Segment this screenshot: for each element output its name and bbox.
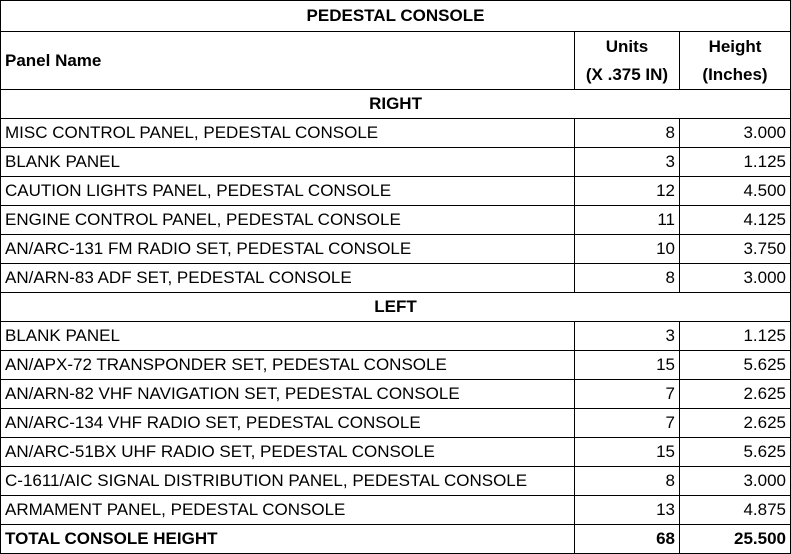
height-cell: 4.875 xyxy=(680,496,791,525)
units-cell: 3 xyxy=(575,322,680,351)
units-cell: 7 xyxy=(575,380,680,409)
total-units: 68 xyxy=(575,525,680,554)
section-label: LEFT xyxy=(1,293,791,322)
table-row xyxy=(1,177,791,206)
height-cell: 3.000 xyxy=(680,467,791,496)
units-cell: 7 xyxy=(575,409,680,438)
header-row xyxy=(1,32,791,90)
total-row xyxy=(1,525,791,554)
header-panel-name: Panel Name xyxy=(1,32,575,90)
table-row xyxy=(1,467,791,496)
table-row xyxy=(1,351,791,380)
panel-name-cell: ENGINE CONTROL PANEL, PEDESTAL CONSOLE xyxy=(1,206,575,235)
header-height xyxy=(680,32,791,90)
table-row xyxy=(1,409,791,438)
height-cell: 2.625 xyxy=(680,380,791,409)
height-cell: 3.000 xyxy=(680,264,791,293)
panel-name-cell: BLANK PANEL xyxy=(1,148,575,177)
section-row xyxy=(1,293,791,322)
header-units xyxy=(575,32,680,90)
total-label: TOTAL CONSOLE HEIGHT xyxy=(1,525,575,554)
units-cell: 15 xyxy=(575,351,680,380)
height-cell: 5.625 xyxy=(680,351,791,380)
header-units-line1: Units xyxy=(605,36,649,56)
table-row xyxy=(1,119,791,148)
panel-name-cell: C-1611/AIC SIGNAL DISTRIBUTION PANEL, PEDESTAL CONSOLE xyxy=(1,467,575,496)
panel-name-cell: ARMAMENT PANEL, PEDESTAL CONSOLE xyxy=(1,496,575,525)
section-row xyxy=(1,90,791,119)
height-cell: 1.125 xyxy=(680,148,791,177)
panel-name-cell: AN/ARN-82 VHF NAVIGATION SET, PEDESTAL CONSOLE xyxy=(1,380,575,409)
height-cell: 3.000 xyxy=(680,119,791,148)
panel-name-cell: AN/ARC-134 VHF RADIO SET, PEDESTAL CONSOLE xyxy=(1,409,575,438)
table-row xyxy=(1,496,791,525)
header-units-line2: (X .375 IN) xyxy=(585,64,669,84)
table-row xyxy=(1,264,791,293)
height-cell: 5.625 xyxy=(680,438,791,467)
units-cell: 13 xyxy=(575,496,680,525)
table-row xyxy=(1,322,791,351)
panel-name-cell: AN/ARN-83 ADF SET, PEDESTAL CONSOLE xyxy=(1,264,575,293)
units-cell: 3 xyxy=(575,148,680,177)
units-cell: 8 xyxy=(575,264,680,293)
table-body xyxy=(1,90,791,525)
table-title: PEDESTAL CONSOLE xyxy=(1,1,791,32)
height-cell: 3.750 xyxy=(680,235,791,264)
panel-name-cell: MISC CONTROL PANEL, PEDESTAL CONSOLE xyxy=(1,119,575,148)
units-cell: 11 xyxy=(575,206,680,235)
table-row xyxy=(1,380,791,409)
table-row xyxy=(1,438,791,467)
units-cell: 15 xyxy=(575,438,680,467)
table-row xyxy=(1,235,791,264)
units-cell: 12 xyxy=(575,177,680,206)
table-row xyxy=(1,148,791,177)
total-height: 25.500 xyxy=(680,525,791,554)
title-row xyxy=(1,1,791,32)
section-label: RIGHT xyxy=(1,90,791,119)
units-cell: 8 xyxy=(575,467,680,496)
panel-name-cell: AN/ARC-131 FM RADIO SET, PEDESTAL CONSOLE xyxy=(1,235,575,264)
table-row xyxy=(1,206,791,235)
height-cell: 2.625 xyxy=(680,409,791,438)
panel-name-cell: AN/ARC-51BX UHF RADIO SET, PEDESTAL CONSOLE xyxy=(1,438,575,467)
units-cell: 10 xyxy=(575,235,680,264)
panel-name-cell: CAUTION LIGHTS PANEL, PEDESTAL CONSOLE xyxy=(1,177,575,206)
header-height-line2: (Inches) xyxy=(702,64,768,84)
height-cell: 4.500 xyxy=(680,177,791,206)
height-cell: 1.125 xyxy=(680,322,791,351)
panel-name-cell: BLANK PANEL xyxy=(1,322,575,351)
panel-name-cell: AN/APX-72 TRANSPONDER SET, PEDESTAL CONSOLE xyxy=(1,351,575,380)
height-cell: 4.125 xyxy=(680,206,791,235)
units-cell: 8 xyxy=(575,119,680,148)
header-height-line1: Height xyxy=(708,36,762,56)
